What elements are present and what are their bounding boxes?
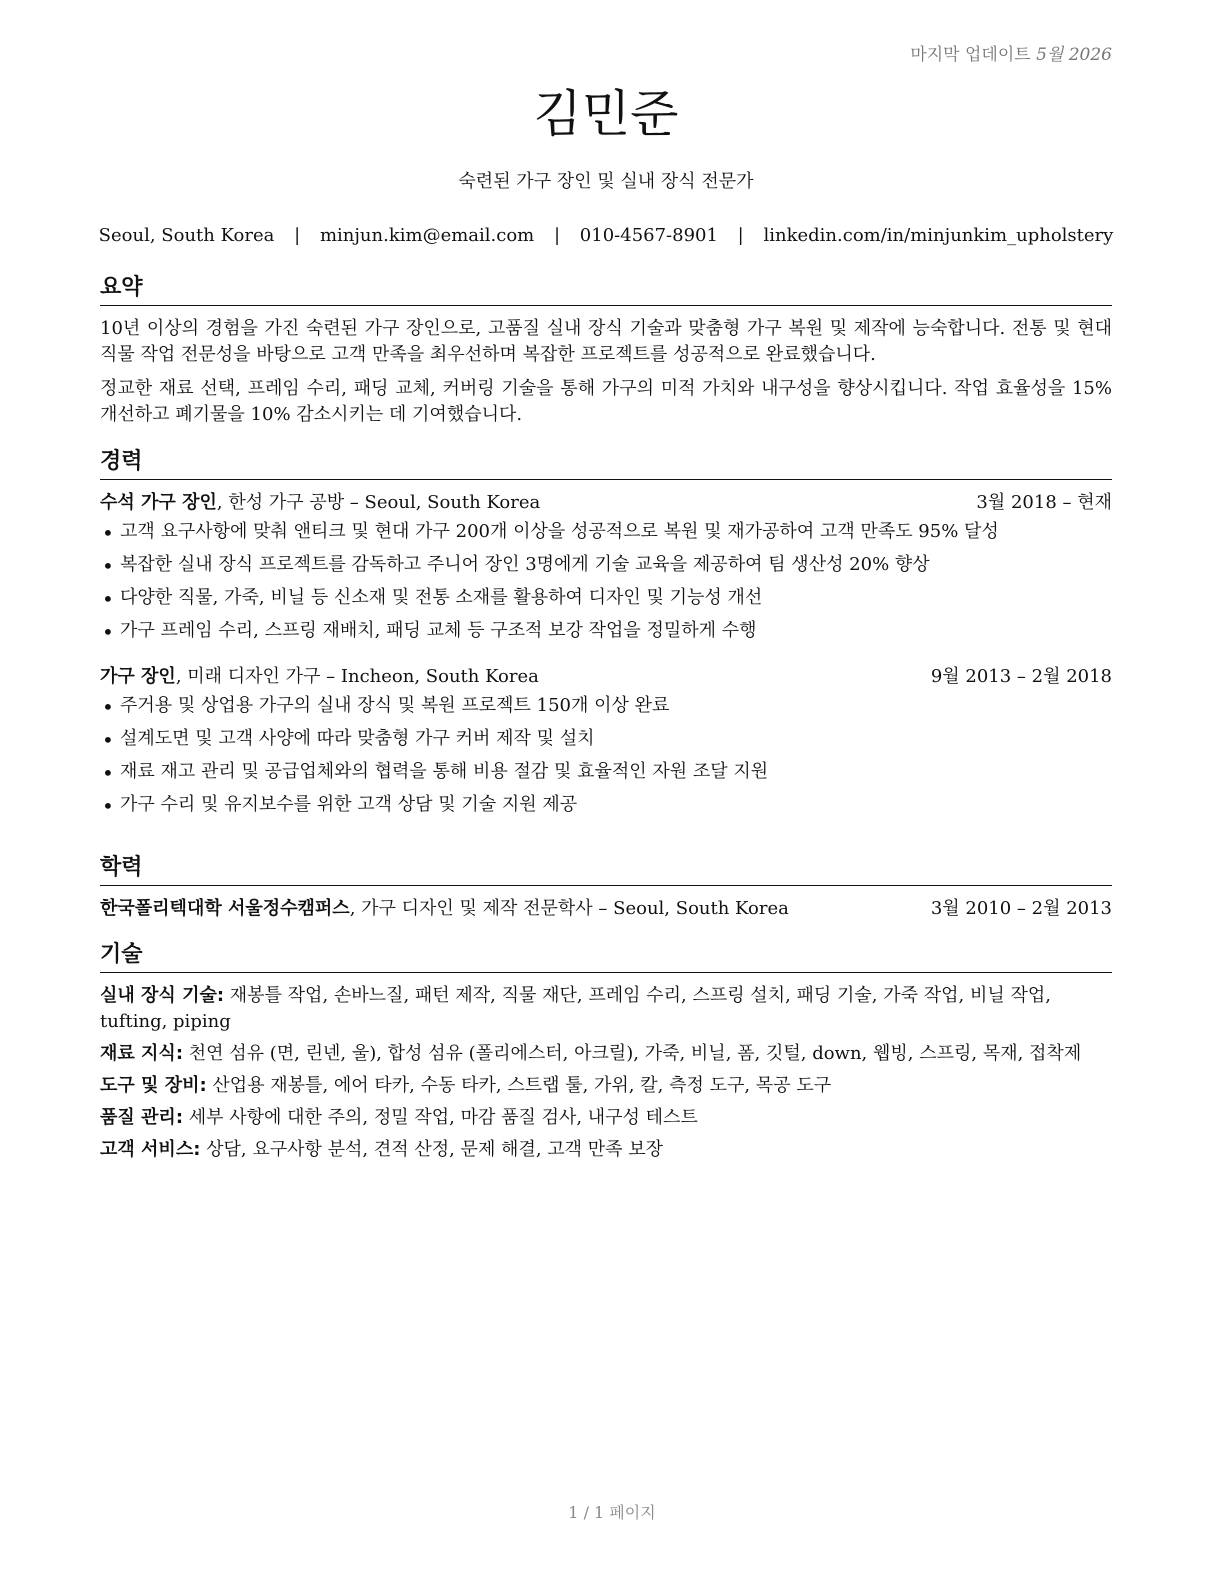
skill-item <box>100 1137 1112 1163</box>
skill-item <box>100 1105 1112 1131</box>
job-bullet: • 가구 수리 및 유지보수를 위한 고객 상담 및 기술 지원 제공 <box>100 792 1112 817</box>
job-role: 가구 장인 <box>100 665 176 687</box>
job-bullet: • 설계도면 및 고객 사양에 따라 맞춤형 가구 커버 제작 및 설치 <box>100 726 1112 751</box>
job-bullet: • 재료 재고 관리 및 공급업체와의 협력을 통해 비용 절감 및 효율적인 자원 조달 지원 <box>100 759 1112 784</box>
skill-text: 세부 사항에 대한 주의, 정밀 작업, 마감 품질 검사, 내구성 테스트 <box>183 1106 698 1128</box>
skill-text: 천연 섬유 (면, 린넨, 울), 합성 섬유 (폴리에스터, 아크릴), 가죽, 비닐, 폼, 깃털, down, 웹빙, 스프링, 목재, 접착제 <box>183 1042 1082 1064</box>
contact-phone: 010-4567-8901 <box>579 225 718 246</box>
education-title: 학력 <box>100 854 1112 886</box>
candidate-subtitle: 숙련된 가구 장인 및 실내 장식 전문가 <box>458 171 754 192</box>
summary-paragraph: 정교한 재료 선택, 프레임 수리, 패딩 교체, 커버링 기술을 통해 가구의 미적 가치와 내구성을 향상시킵니다. 작업 효율성을 15% 개선하고 폐기물을 10% 감소시키는 데 기여했습니다. <box>100 377 1112 425</box>
education-line <box>100 896 789 921</box>
last-updated-label: 마지막 업데이트 <box>910 45 1031 65</box>
last-updated <box>910 44 1112 68</box>
skills-title: 기술 <box>100 941 1112 973</box>
summary-paragraph: 10년 이상의 경험을 가진 숙련된 가구 장인으로, 고품질 실내 장식 기술과 맞춤형 가구 복원 및 제작에 능숙합니다. 전통 및 현대 직물 작업 전문성을 바탕으로 고객 만족을 최우선하며 복잡한 프로젝트를 성공적으로 완료했습니다. <box>100 317 1112 365</box>
summary-title: 요약 <box>100 274 1112 306</box>
education-school: 한국폴리텍대학 서울정수캠퍼스 <box>100 897 350 919</box>
job-header <box>100 490 1112 515</box>
contact-separator: | <box>553 225 561 246</box>
contact-location: Seoul, South Korea <box>98 225 275 246</box>
contact-email[interactable]: minjun.kim@email.com <box>319 225 535 246</box>
job-bullets <box>100 693 1112 818</box>
education-entry <box>100 896 1112 921</box>
job-bullet: • 복잡한 실내 장식 프로젝트를 감독하고 주니어 장인 3명에게 기술 교육을 제공하여 팀 생산성 20% 향상 <box>100 552 1112 577</box>
page-number: 1 / 1 페이지 <box>568 1503 656 1522</box>
job-dates: 3월 2018 – 현재 <box>976 491 1112 513</box>
job-title-line <box>100 664 539 689</box>
skill-label: 품질 관리: <box>100 1106 184 1128</box>
education-detail: , 가구 디자인 및 제작 전문학사 – Seoul, South Korea <box>349 897 789 919</box>
experience-title: 경력 <box>100 448 1112 480</box>
contact-separator: | <box>294 225 301 246</box>
skill-label: 재료 지식: <box>100 1042 184 1064</box>
education-section <box>100 854 1112 925</box>
skill-text: 상담, 요구사항 분석, 견적 산정, 문제 해결, 고객 만족 보장 <box>200 1139 664 1161</box>
job-company: , 한성 가구 공방 – Seoul, South Korea <box>216 491 541 513</box>
job-bullets <box>100 519 1112 644</box>
skill-item <box>100 1073 1112 1099</box>
last-updated-month: 5월 <box>1036 45 1064 65</box>
skill-text: 재봉틀 작업, 손바느질, 패턴 제작, 직물 재단, 프레임 수리, 스프링 설치, 패딩 기술, 가죽 작업, 비닐 작업, tufting, piping <box>100 984 1051 1032</box>
contact-line <box>80 223 1132 248</box>
education-dates: 3월 2010 – 2월 2013 <box>930 897 1112 919</box>
skill-text: 산업용 재봉틀, 에어 타카, 수동 타카, 스트랩 툴, 가위, 칼, 측정 도구, 목공 도구 <box>206 1074 832 1096</box>
skills-section <box>100 941 1112 1169</box>
job-company: , 미래 디자인 가구 – Incheon, South Korea <box>175 665 539 687</box>
candidate-name: 김민준 <box>533 85 679 143</box>
skill-label: 도구 및 장비: <box>100 1074 207 1096</box>
contact-separator: | <box>737 225 744 246</box>
job-bullet: • 다양한 직물, 가죽, 비닐 등 신소재 및 전통 소재를 활용하여 디자인 및 기능성 개선 <box>100 585 1112 610</box>
job-bullet: • 고객 요구사항에 맞춰 앤티크 및 현대 가구 200개 이상을 성공적으로 복원 및 재가공하여 고객 만족도 95% 달성 <box>100 519 1112 544</box>
job-bullet: • 주거용 및 상업용 가구의 실내 장식 및 복원 프로젝트 150개 이상 완료 <box>100 693 1112 718</box>
contact-linkedin[interactable]: linkedin.com/in/minjunkim_upholstery <box>763 225 1114 246</box>
skill-item <box>100 983 1112 1035</box>
last-updated-year: 2026 <box>1068 45 1112 65</box>
job-entry <box>100 490 1112 644</box>
job-header <box>100 664 1112 689</box>
experience-section <box>100 448 1112 825</box>
skill-label: 고객 서비스: <box>100 1139 201 1161</box>
job-role: 수석 가구 장인 <box>100 491 217 513</box>
job-dates: 9월 2013 – 2월 2018 <box>930 665 1112 687</box>
job-bullet: • 가구 프레임 수리, 스프링 재배치, 패딩 교체 등 구조적 보강 작업을 정밀하게 수행 <box>100 618 1112 643</box>
summary-section <box>100 274 1112 436</box>
skill-item <box>100 1041 1112 1067</box>
job-entry <box>100 664 1112 818</box>
skill-label: 실내 장식 기술: <box>100 984 225 1006</box>
job-title-line <box>100 490 540 515</box>
